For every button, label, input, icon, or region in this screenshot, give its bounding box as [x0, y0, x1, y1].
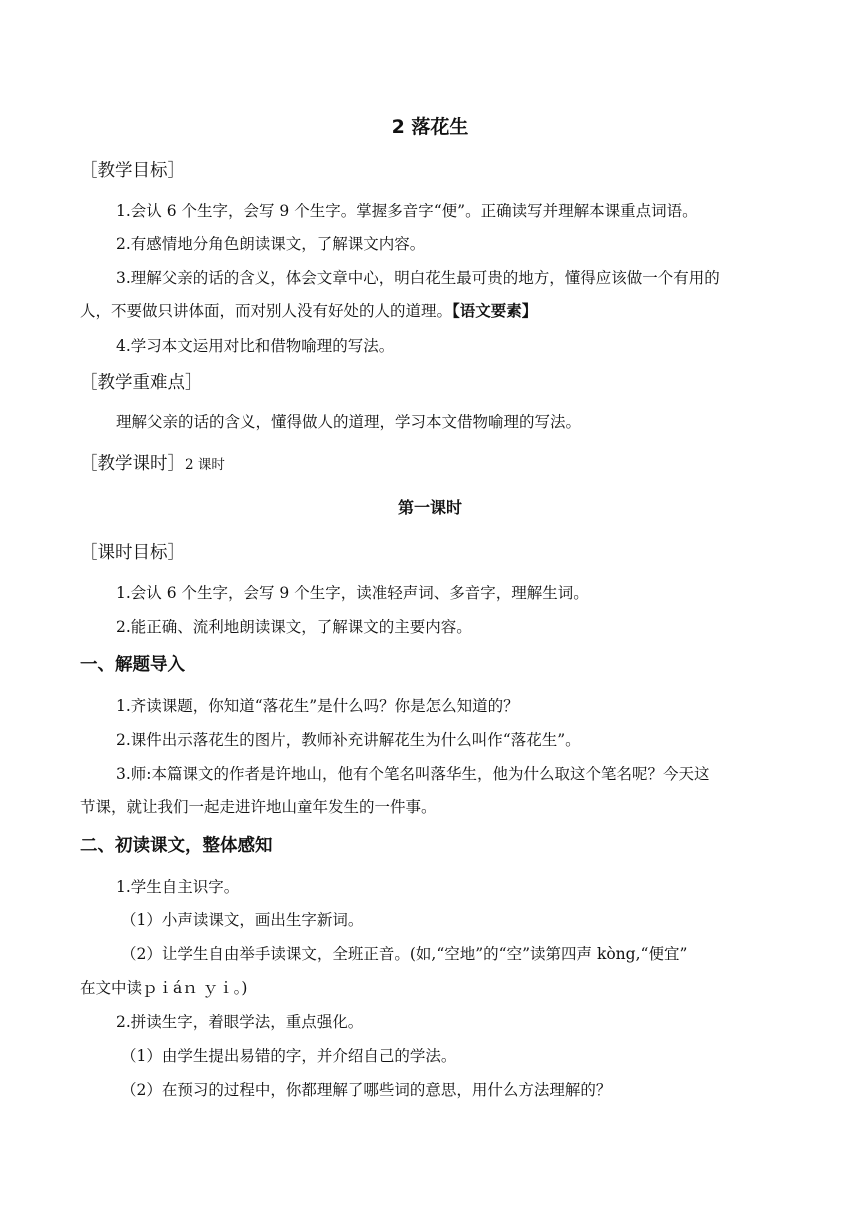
part-two-item-1: 1.学生自主识字。 [116, 878, 240, 896]
part-one-item-3-continued: 节课，就让我们一起走进许地山童年发生的一件事。 [80, 798, 437, 816]
part-one-item-3: 3.师:本篇课文的作者是许地山，他有个笔名叫落华生，他为什么取这个笔名呢？今天这 [116, 765, 710, 783]
part-two-heading: 二、初读课文，整体感知 [80, 836, 273, 856]
goal-item-1: 1.会认 6 个生字，会写 9 个生字。掌握多音字“便”。正确读写并理解本课重点词语。 [116, 202, 698, 220]
part-one-heading: 一、解题导入 [80, 655, 185, 675]
part-two-item-1b-continued: 在文中读ｐｉáｎ ｙｉ。) [80, 979, 248, 997]
document-title: 2 落花生 [391, 116, 469, 138]
part-two-item-2b: （2）在预习的过程中，你都理解了哪些词的意思，用什么方法理解的？ [121, 1081, 612, 1099]
goal-item-2: 2.有感情地分角色朗读课文，了解课文内容。 [116, 235, 426, 253]
teaching-periods-heading: ［教学课时］ [80, 454, 185, 474]
part-two-item-2a: （1）由学生提出易错的字，并介绍自己的学法。 [121, 1047, 457, 1065]
goal-item-3-continued [80, 300, 537, 322]
teaching-goals-heading: ［教学目标］ [80, 161, 185, 181]
lesson-goals-heading: ［课时目标］ [80, 543, 185, 563]
part-two-item-1b: （2）让学生自由举手读课文，全班正音。(如,“空地”的“空”读第四声 kòng,“便宜” [121, 945, 688, 963]
part-two-item-2: 2.拼读生字，着眼学法，重点强化。 [116, 1013, 364, 1031]
lesson-goal-2: 2.能正确、流利地朗读课文，了解课文的主要内容。 [116, 618, 472, 636]
teaching-periods-value: 2 课时 [185, 457, 225, 473]
lesson-one-title: 第一课时 [397, 498, 462, 517]
part-one-item-1: 1.齐读课题，你知道“落花生”是什么吗？你是怎么知道的？ [116, 697, 519, 715]
goal-item-3: 3.理解父亲的话的含义，体会文章中心，明白花生最可贵的地方，懂得应该做一个有用的 [116, 269, 720, 287]
part-two-item-1a: （1）小声读课文，画出生字新词。 [121, 911, 364, 929]
key-points-heading: ［教学重难点］ [80, 373, 203, 393]
lesson-goal-1: 1.会认 6 个生字，会写 9 个生字，读准轻声词、多音字，理解生词。 [116, 584, 589, 602]
goal-item-3-text: 人，不要做只讲体面，而对别人没有好处的人的道理。 [80, 302, 453, 320]
language-element-tag: 【语文要素】 [452, 301, 538, 320]
teaching-periods [80, 453, 225, 476]
key-points-text: 理解父亲的话的含义，懂得做人的道理，学习本文借物喻理的写法。 [116, 413, 582, 431]
part-one-item-2: 2.课件出示落花生的图片，教师补充讲解花生为什么叫作“落花生”。 [116, 731, 581, 749]
goal-item-4: 4.学习本文运用对比和借物喻理的写法。 [116, 337, 395, 355]
